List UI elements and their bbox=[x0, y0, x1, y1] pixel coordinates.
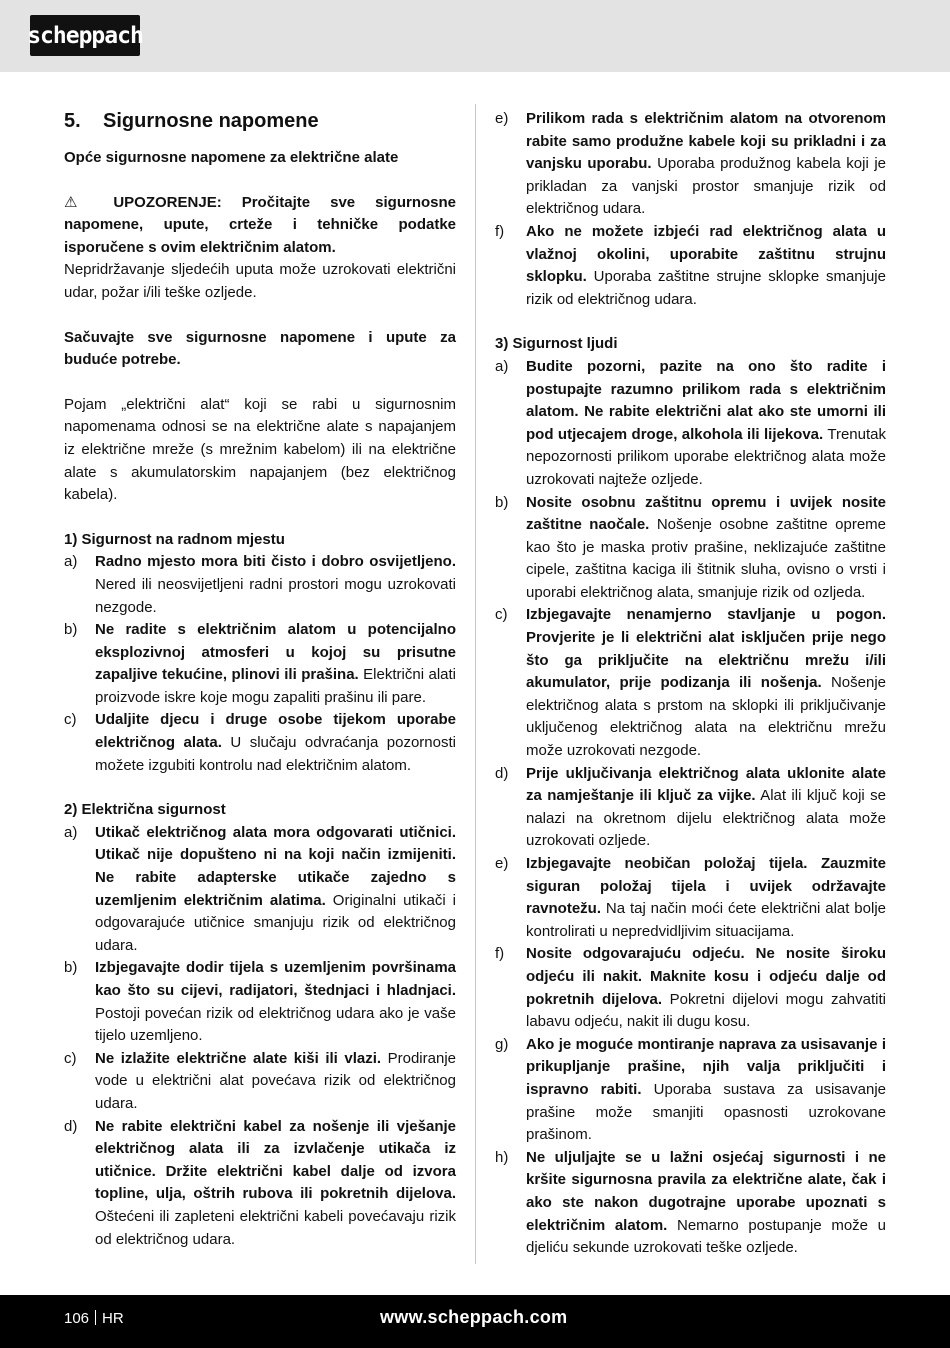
item-text: Oštećeni ili zapleteni električni kabeli povećavaju rizik od električnog udara. bbox=[95, 1207, 456, 1248]
warning-paragraph bbox=[64, 192, 456, 260]
work-area-heading: 1) Sigurnost na radnom mjestu bbox=[64, 530, 285, 548]
item-text: Pokretni dijelovi mogu zahvatiti labavu odjeću, nakit ili dugu kosu. bbox=[526, 990, 886, 1031]
section-title: Sigurnosne napomene bbox=[103, 110, 319, 132]
item-text: Prodiranje vode u električni alat povećava rizik od električnog udara. bbox=[95, 1049, 456, 1112]
right-column bbox=[495, 108, 886, 1260]
section-subtitle: Opće sigurnosne napomene za električne alate bbox=[64, 149, 399, 166]
language-code: HR bbox=[102, 1310, 124, 1327]
item-bold: Ako je moguće montiranje naprava za usisavanje i prikupljanje prašine, njih valja priključiti i ispravno rabiti. bbox=[526, 1035, 886, 1098]
website-link[interactable]: www.scheppach.com bbox=[380, 1307, 568, 1327]
item-label: b) bbox=[64, 621, 78, 639]
term-definition: Pojam „električni alat“ koji se rabi u sigurnosnim napomenama odnosi se na električne alate s napajanjem iz električne mreže (s mrežnim kabelom) ili na električne alate s akumulatorskim napajanjem (bez električnog kabela). bbox=[64, 395, 456, 504]
item-label: e) bbox=[495, 110, 509, 127]
section-number: 5. bbox=[64, 110, 81, 132]
item-label: a) bbox=[64, 823, 78, 841]
keep-notice: Sačuvajte sve sigurnosne napomene i upute za buduće potrebe. bbox=[64, 328, 456, 369]
item-label: f) bbox=[495, 222, 505, 240]
item-text: Nered ili neosvijetljeni radni prostori mogu uzrokovati nezgode. bbox=[95, 575, 456, 616]
column-divider bbox=[475, 104, 476, 1264]
item-bold: Budite pozorni, pazite na ono što radite i postupajte razumno prilikom rada s električnim alatom. Ne rabite električni alat ako ste umorni ili pod utjecajem droge, alkohola ili lijekova. bbox=[526, 357, 886, 443]
item-label: a) bbox=[64, 553, 78, 571]
personal-heading: 3) Sigurnost ljudi bbox=[495, 335, 618, 353]
item-text: Nošenje osobne zaštitne opreme kao što je maska protiv prašine, neklizajuće zaštitne cipele, zaštitna kaciga ili štitnik sluha, ovisno o vrsti i uporabi električnog alata, smanjuje rizik od ozljeda. bbox=[526, 516, 886, 601]
item-text: Uporaba sustava za usisavanje prašine može smanjiti opasnosti uzrokovane prašinom. bbox=[526, 1080, 886, 1144]
item-label: d) bbox=[495, 764, 509, 782]
item-text: Nemarno postupanje može u djeliću sekunde uzrokovati teške ozljede. bbox=[526, 1216, 886, 1257]
list-item bbox=[495, 853, 886, 943]
list-item bbox=[495, 356, 886, 492]
list-item bbox=[64, 551, 456, 619]
list-item bbox=[64, 619, 456, 709]
section-heading bbox=[64, 108, 456, 134]
item-bold: Izbjegavajte nenamjerno stavljanje u pogon. Provjerite je li električni alat isključen prije nego što ga priključite na električnu mrežu i/ili akumulator, prije podizanja ili nošenja. bbox=[526, 606, 886, 692]
item-bold: Ne izlažite električne alate kiši ili vlazi. bbox=[95, 1049, 382, 1067]
item-bold: Nosite osobnu zaštitnu opremu i uvijek nosite zaštitne naočale. bbox=[526, 493, 886, 534]
item-bold: Izbjegavajte neobičan položaj tijela. Zauzmite siguran položaj tijela i uvijek održavajte ravnotežu. bbox=[526, 855, 886, 918]
list-item bbox=[495, 604, 886, 762]
header-bar bbox=[0, 0, 950, 72]
left-column bbox=[64, 108, 456, 1251]
page-number: 106 bbox=[64, 1310, 90, 1327]
warning-text: Nepridržavanje sljedećih uputa može uzrokovati električni udar, požar i/ili teške ozljede. bbox=[64, 261, 456, 301]
list-item bbox=[495, 763, 886, 853]
list-item bbox=[495, 1034, 886, 1147]
item-bold: Udaljite djecu i druge osobe tijekom uporabe električnog alata. bbox=[95, 711, 456, 752]
list-item bbox=[495, 108, 886, 221]
item-label: c) bbox=[64, 1049, 77, 1067]
item-text: Električni alati proizvode iskre koje mogu zapaliti prašinu ili pare. bbox=[95, 666, 456, 706]
item-bold: Ne uljuljajte se u lažni osjećaj sigurnosti i ne kršite sigurnosna pravila za električne alate, čak i ako ste nakon dugotrajne uporabe upoznati s električnim alatom. bbox=[526, 1148, 886, 1234]
item-text: U slučaju odvraćanja pozornosti možete izgubiti kontrolu nad električnim alatom. bbox=[95, 734, 456, 774]
item-text: Originalni utikači i odgovarajuće utičnice smanjuju rizik od električnog udara. bbox=[95, 891, 457, 954]
item-text: Uporaba produžnog kabela koji je prikladan za vanjski prostor smanjuje rizik od električnog udara. bbox=[526, 155, 886, 218]
item-label: b) bbox=[495, 493, 509, 511]
item-bold: Utikač električnog alata mora odgovarati utičnici. Utikač nije dopušteno ni na koji način izmijeniti. Ne rabite adapterske utikače zajedno s uzemljenim električnim alatima. bbox=[95, 823, 456, 909]
item-bold: Radno mjesto mora biti čisto i dobro osvijetljeno. bbox=[95, 553, 456, 571]
item-text: Alat ili ključ koji se nalazi na okretnom dijelu električnog alata može uzrokovati ozljede. bbox=[526, 787, 886, 850]
page-indicator bbox=[64, 1310, 124, 1327]
item-bold: Ne radite s električnim alatom u potencijalno eksplozivnoj atmosferi u kojoj su prisutne zapaljive tekućine, plinovi ili prašina. bbox=[95, 621, 456, 684]
item-text: Uporaba zaštitne strujne sklopke smanjuje rizik od električnog udara. bbox=[526, 268, 886, 308]
list-item bbox=[495, 943, 886, 1033]
item-text: Trenutak nepozornosti prilikom uporabe električnog alata može uzrokovati najteže ozljede. bbox=[526, 425, 886, 488]
item-text: Postoji povećan rizik od električnog udara ako je vaše tijelo uzemljeno. bbox=[95, 1004, 456, 1045]
warning-triangle-icon: ⚠ bbox=[64, 193, 94, 211]
item-label: c) bbox=[495, 606, 508, 624]
list-item bbox=[64, 957, 456, 1047]
list-item bbox=[64, 822, 456, 958]
list-item bbox=[495, 1147, 886, 1260]
list-item bbox=[64, 1116, 456, 1252]
item-label: f) bbox=[495, 945, 505, 963]
item-label: b) bbox=[64, 959, 78, 977]
brand-logo: scheppach bbox=[30, 15, 140, 56]
item-bold: Ne rabite električni kabel za nošenje ili vješanje električnog alata ili za izvlačenje utikača iz utičnice. Držite električni kabel dalje od izvora topline, ulja, oštrih rubova ili pokretnih dijelova. bbox=[95, 1117, 456, 1203]
item-bold: Ako ne možete izbjeći rad električnog alata u vlažnoj okolini, uporabite zaštitnu strujnu sklopku. bbox=[526, 222, 886, 286]
item-bold: Prije uključivanja električnog alata uklonite alate za namještanje ili ključ za vijke. bbox=[526, 764, 886, 805]
list-item bbox=[495, 492, 886, 605]
item-label: g) bbox=[495, 1035, 509, 1053]
item-label: e) bbox=[495, 855, 509, 872]
warning-bold-text: UPOZORENJE: Pročitajte sve sigurnosne napomene, upute, crteže i tehničke podatke isporučene s ovim električnim alatom. bbox=[64, 193, 456, 256]
item-text: Nošenje električnog alata s prstom na sklopki ili priključivanje uključenog električnog alata na električnu mrežu može uzrokovati nezgode. bbox=[526, 674, 886, 760]
electrical-heading: 2) Električna sigurnost bbox=[64, 801, 226, 819]
item-label: d) bbox=[64, 1117, 78, 1135]
item-label: a) bbox=[495, 357, 509, 375]
item-text: Na taj način moći ćete električni alat bolje kontrolirati u nepredvidljivim situacijama. bbox=[526, 900, 887, 940]
item-label: h) bbox=[495, 1148, 509, 1166]
item-bold: Prilikom rada s električnim alatom na otvorenom rabite samo produžne kabele koji su prikladni i za vanjsku uporabu. bbox=[526, 110, 886, 173]
item-label: c) bbox=[64, 711, 77, 729]
footer-bar bbox=[0, 1295, 950, 1348]
item-bold: Izbjegavajte dodir tijela s uzemljenim površinama kao što su cijevi, radijatori, štednjaci i hladnjaci. bbox=[95, 959, 456, 999]
list-item bbox=[495, 221, 886, 311]
item-bold: Nosite odgovarajuću odjeću. Ne nosite široku odjeću ili nakit. Maknite kosu i odjeću dalje od pokretnih dijelova. bbox=[526, 945, 886, 1008]
list-item bbox=[64, 1048, 456, 1116]
list-item bbox=[64, 709, 456, 777]
